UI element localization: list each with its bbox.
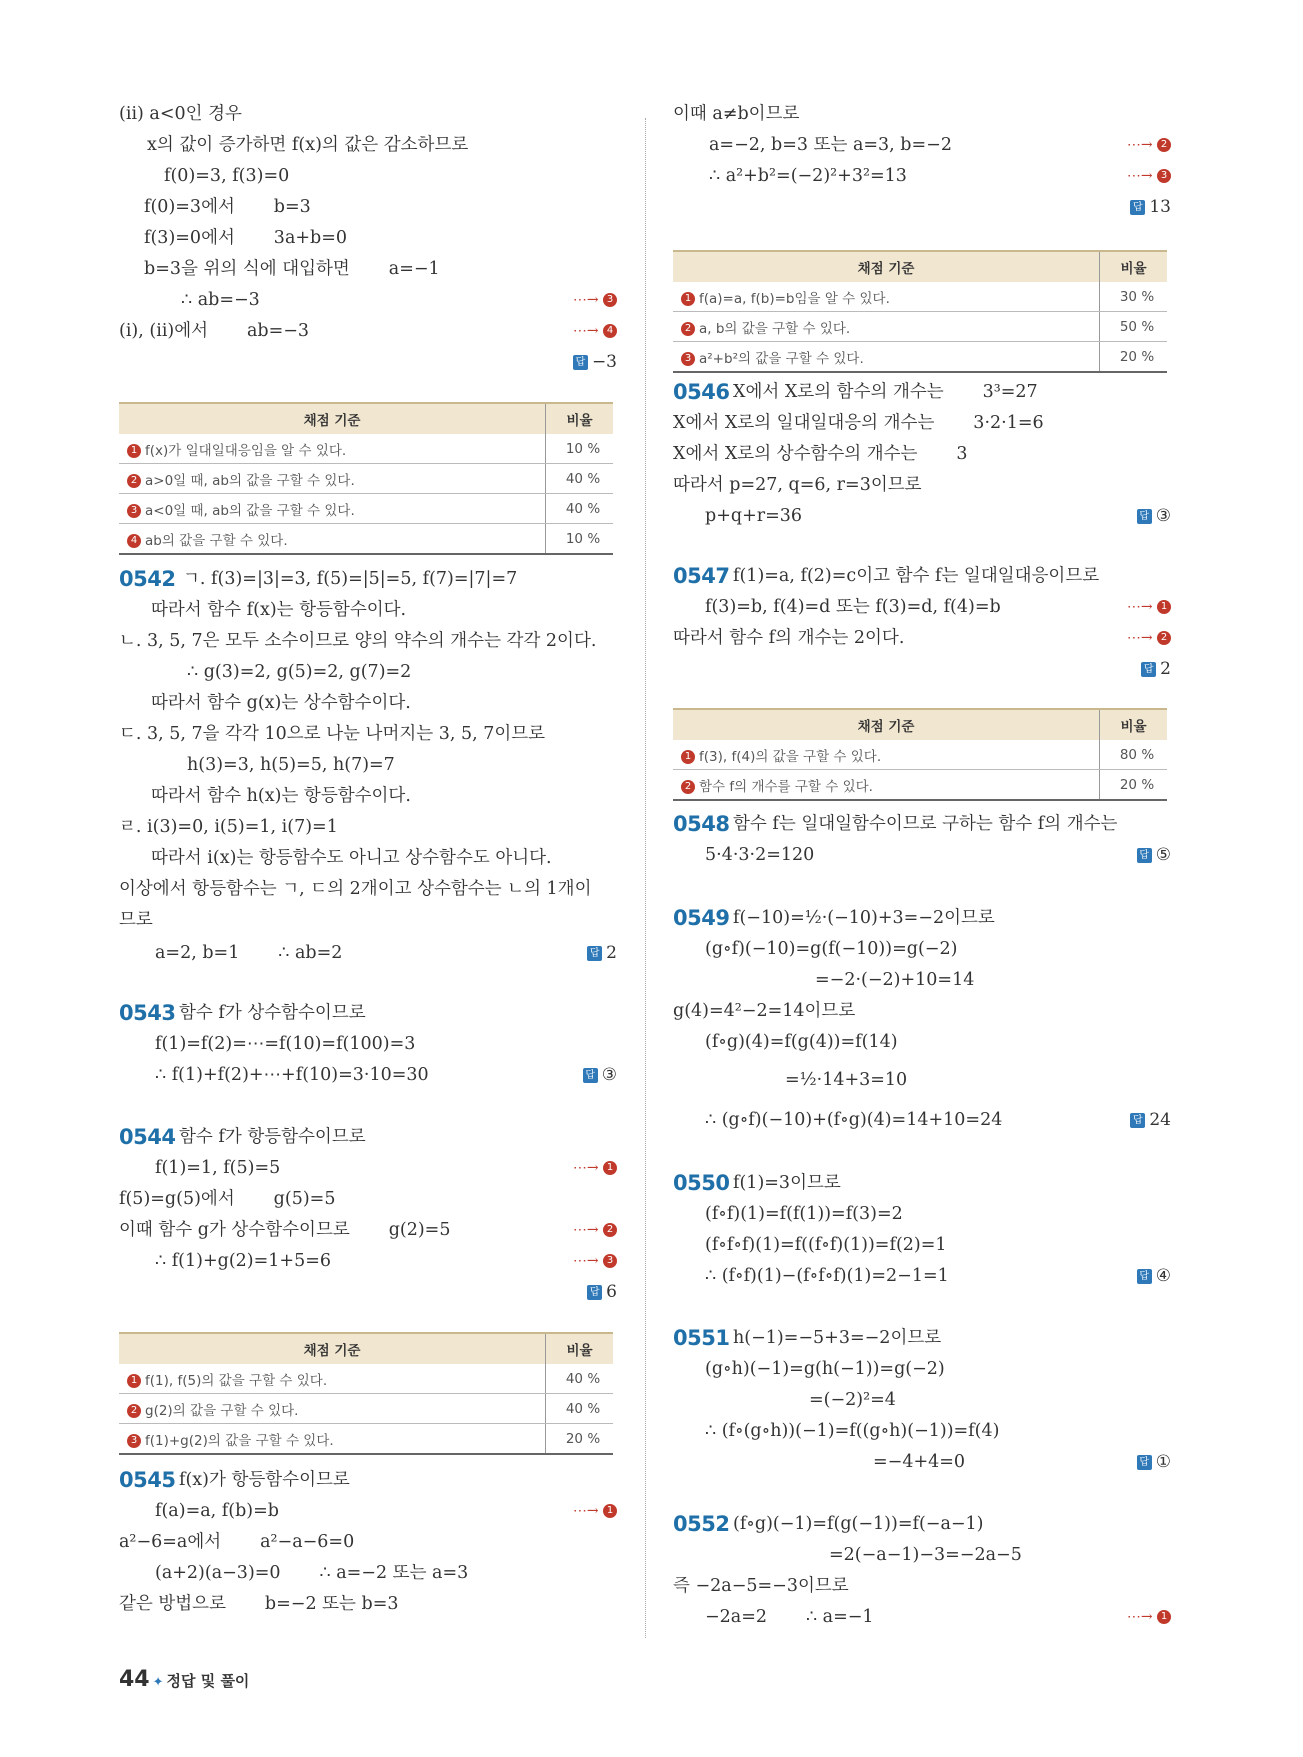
- circled-number-icon: 2: [127, 474, 141, 488]
- table-header-criteria: 채점 기준: [119, 1333, 546, 1364]
- answer-tag-icon: 답: [587, 946, 602, 961]
- criteria-text: a²+b²의 값을 구할 수 있다.: [699, 350, 864, 367]
- text-line: ∴ (f∘(g∘h))(−1)=f((g∘h)(−1))=f(4): [705, 1421, 1000, 1441]
- text-line: X에서 X로의 함수의 개수는 3³=27: [733, 382, 1038, 402]
- answer: [1137, 1264, 1171, 1288]
- text-line: f(1)=f(2)=⋯=f(10)=f(100)=3: [155, 1034, 416, 1054]
- circled-number-icon: 4: [603, 324, 617, 338]
- step-marker: [1127, 1605, 1171, 1629]
- table-header-criteria: 채점 기준: [673, 709, 1100, 740]
- step-marker: [1127, 626, 1171, 650]
- text-line: =−4+4=0: [873, 1452, 966, 1472]
- criteria-cell: [673, 740, 1100, 770]
- page-footer: [119, 1667, 249, 1692]
- table-row: [673, 312, 1167, 342]
- ratio-cell: 40 %: [546, 1394, 614, 1424]
- text-line: ㄹ. i(3)=0, i(5)=1, i(7)=1: [119, 817, 338, 837]
- answer: [1130, 1108, 1171, 1132]
- text-line: 같은 방법으로 b=−2 또는 b=3: [119, 1594, 399, 1614]
- problem-number: 0547: [673, 564, 730, 588]
- problem-number: 0548: [673, 812, 730, 836]
- criteria-cell: [119, 464, 546, 494]
- problem-number: 0549: [673, 906, 730, 930]
- answer-tag-icon: 답: [1130, 1113, 1145, 1128]
- table-header-criteria: 채점 기준: [119, 403, 546, 434]
- answer: [1141, 657, 1171, 681]
- criteria-text: 함수 f의 개수를 구할 수 있다.: [699, 778, 873, 795]
- text-line: (ⅰ), (ⅱ)에서 ab=−3: [119, 321, 310, 341]
- text-line: a²−6=a에서 a²−a−6=0: [119, 1532, 355, 1552]
- answer: [573, 350, 617, 374]
- answer-value: ④: [1155, 1266, 1171, 1286]
- table-row: [119, 524, 613, 555]
- grading-table: [673, 250, 1167, 373]
- text-line: 즉 −2a−5=−3이므로: [673, 1576, 849, 1596]
- answer-value: 2: [606, 943, 617, 963]
- table-row: [673, 282, 1167, 312]
- circled-number-icon: 2: [681, 322, 695, 336]
- text-line: ㄷ. 3, 5, 7을 각각 10으로 나눈 나머지는 3, 5, 7이므로: [119, 724, 546, 744]
- ratio-cell: 50 %: [1100, 312, 1168, 342]
- answer-value: 24: [1149, 1110, 1171, 1130]
- arrow-icon: ⋯→: [1126, 630, 1157, 646]
- text-line: p+q+r=36: [705, 506, 803, 526]
- text-line: (g∘h)(−1)=g(h(−1))=g(−2): [705, 1359, 945, 1379]
- circled-number-icon: 1: [681, 292, 695, 306]
- criteria-cell: [119, 1424, 546, 1455]
- problem-number: 0542: [119, 567, 176, 591]
- text-line: ∴ f(1)+f(2)+⋯+f(10)=3·10=30: [155, 1065, 429, 1085]
- criteria-text: f(x)가 일대일대응임을 알 수 있다.: [145, 442, 347, 459]
- criteria-text: f(3), f(4)의 값을 구할 수 있다.: [699, 748, 882, 765]
- text-line: f(0)=3에서 b=3: [144, 197, 311, 217]
- text-line: f(3)=0에서 3a+b=0: [144, 228, 348, 248]
- step-marker: [573, 1499, 617, 1523]
- text-line: 이상에서 항등함수는 ㄱ, ㄷ의 2개이고 상수함수는 ㄴ의 1개이: [119, 879, 592, 899]
- text-line: 함수 f가 항등함수이므로: [179, 1127, 366, 1147]
- text-line: a=2, b=1 ∴ ab=2: [155, 943, 343, 963]
- answer-value: 13: [1149, 197, 1171, 217]
- text-line: f(0)=3, f(3)=0: [164, 166, 290, 186]
- arrow-icon: ⋯→: [572, 292, 603, 308]
- text-line: X에서 X로의 상수함수의 개수는 3: [673, 444, 968, 464]
- arrow-icon: ⋯→: [572, 1253, 603, 1269]
- text-line: −2a=2 ∴ a=−1: [705, 1607, 874, 1627]
- text-line: 함수 f는 일대일함수이므로 구하는 함수 f의 개수는: [733, 814, 1118, 834]
- text-line: (ⅱ) a<0인 경우: [119, 104, 242, 124]
- text-line: (f∘g)(−1)=f(g(−1))=f(−a−1): [733, 1514, 984, 1534]
- circled-number-icon: 3: [127, 504, 141, 518]
- arrow-icon: ⋯→: [572, 1160, 603, 1176]
- table-row: [119, 434, 613, 464]
- circled-number-icon: 3: [681, 352, 695, 366]
- step-marker: [573, 1156, 617, 1180]
- text-line: (f∘g)(4)=f(g(4))=f(14): [705, 1032, 898, 1052]
- text-line: ∴ (f∘f)(1)−(f∘f∘f)(1)=2−1=1: [705, 1266, 949, 1286]
- criteria-cell: [119, 1394, 546, 1424]
- footer-title: 정답 및 풀이: [166, 1672, 250, 1690]
- text-line: ∴ a²+b²=(−2)²+3²=13: [709, 166, 907, 186]
- answer-value: −3: [591, 352, 617, 372]
- criteria-cell: [119, 494, 546, 524]
- text-line: a=−2, b=3 또는 a=3, b=−2: [709, 135, 952, 155]
- problem-number: 0552: [673, 1512, 730, 1536]
- text-line: f(−10)=½·(−10)+3=−2이므로: [733, 908, 995, 928]
- text-line: ㄱ. f(3)=|3|=3, f(5)=|5|=5, f(7)=|7|=7: [183, 569, 518, 589]
- circled-number-icon: 1: [603, 1504, 617, 1518]
- table-header-ratio: 비율: [1100, 709, 1168, 740]
- text-line: X에서 X로의 일대일대응의 개수는 3·2·1=6: [673, 413, 1044, 433]
- text-line: 따라서 함수 h(x)는 항등함수이다.: [151, 786, 411, 806]
- answer-tag-icon: 답: [583, 1068, 598, 1083]
- text-line: 따라서 함수 f(x)는 항등함수이다.: [151, 600, 407, 620]
- criteria-cell: [673, 770, 1100, 801]
- step-marker: [573, 288, 617, 312]
- circled-number-icon: 2: [1157, 138, 1171, 152]
- text-line: ∴ g(3)=2, g(5)=2, g(7)=2: [187, 662, 412, 682]
- criteria-text: g(2)의 값을 구할 수 있다.: [145, 1402, 299, 1419]
- problem-number: 0544: [119, 1125, 176, 1149]
- text-line: ∴ f(1)+g(2)=1+5=6: [155, 1251, 332, 1271]
- circled-number-icon: 3: [603, 1254, 617, 1268]
- circled-number-icon: 4: [127, 534, 141, 548]
- criteria-text: a<0일 때, ab의 값을 구할 수 있다.: [145, 502, 355, 519]
- arrow-icon: ⋯→: [1126, 168, 1157, 184]
- answer: [583, 1063, 617, 1087]
- arrow-icon: ⋯→: [1126, 1609, 1157, 1625]
- star-icon: ✦: [152, 1675, 164, 1690]
- circled-number-icon: 2: [127, 1404, 141, 1418]
- ratio-cell: 20 %: [546, 1424, 614, 1455]
- answer-tag-icon: 답: [1141, 662, 1156, 677]
- text-line: ㄴ. 3, 5, 7은 모두 소수이므로 양의 약수의 개수는 각각 2이다.: [119, 631, 597, 651]
- arrow-icon: ⋯→: [572, 323, 603, 339]
- grading-table: [119, 1332, 613, 1455]
- criteria-cell: [673, 312, 1100, 342]
- table-row: [119, 1364, 613, 1394]
- table-header-ratio: 비율: [546, 1333, 614, 1364]
- text-line: (f∘f)(1)=f(f(1))=f(3)=2: [705, 1204, 903, 1224]
- problem-number: 0550: [673, 1171, 730, 1195]
- table-header-ratio: 비율: [546, 403, 614, 434]
- text-line: b=3을 위의 식에 대입하면 a=−1: [144, 259, 440, 279]
- answer: [1130, 195, 1171, 219]
- circled-number-icon: 1: [603, 1161, 617, 1175]
- answer-value: ③: [601, 1065, 617, 1085]
- step-marker: [1127, 164, 1171, 188]
- table-row: [119, 1394, 613, 1424]
- criteria-text: f(1)+g(2)의 값을 구할 수 있다.: [145, 1432, 334, 1449]
- text-line: h(−1)=−5+3=−2이므로: [733, 1328, 942, 1348]
- page-number: 44: [119, 1667, 150, 1692]
- text-line: f(1)=a, f(2)=c이고 함수 f는 일대일대응이므로: [733, 566, 1100, 586]
- circled-number-icon: 1: [1157, 600, 1171, 614]
- answer: [587, 941, 617, 965]
- answer-value: ③: [1155, 506, 1171, 526]
- ratio-cell: 80 %: [1100, 740, 1168, 770]
- criteria-cell: [673, 282, 1100, 312]
- answer-tag-icon: 답: [1130, 200, 1145, 215]
- answer-value: 6: [606, 1282, 617, 1302]
- problem-number: 0543: [119, 1001, 176, 1025]
- arrow-icon: ⋯→: [1126, 599, 1157, 615]
- circled-number-icon: 1: [1157, 1610, 1171, 1624]
- criteria-text: f(a)=a, f(b)=b임을 알 수 있다.: [699, 290, 890, 307]
- criteria-text: a, b의 값을 구할 수 있다.: [699, 320, 851, 337]
- text-line: =−2·(−2)+10=14: [815, 970, 975, 990]
- circled-number-icon: 3: [1157, 169, 1171, 183]
- answer: [587, 1280, 617, 1304]
- circled-number-icon: 3: [603, 293, 617, 307]
- step-marker: [573, 319, 617, 343]
- text-line: g(4)=4²−2=14이므로: [673, 1001, 856, 1021]
- ratio-cell: 20 %: [1100, 342, 1168, 373]
- step-marker: [1127, 133, 1171, 157]
- ratio-cell: 20 %: [1100, 770, 1168, 801]
- answer-tag-icon: 답: [1137, 509, 1152, 524]
- ratio-cell: 30 %: [1100, 282, 1168, 312]
- step-marker: [1127, 595, 1171, 619]
- answer-tag-icon: 답: [1137, 848, 1152, 863]
- arrow-icon: ⋯→: [572, 1222, 603, 1238]
- ratio-cell: 40 %: [546, 1364, 614, 1394]
- text-line: 이때 a≠b이므로: [673, 104, 800, 124]
- table-header-criteria: 채점 기준: [673, 251, 1100, 282]
- text-line: 5·4·3·2=120: [705, 845, 815, 865]
- answer-tag-icon: 답: [1137, 1269, 1152, 1284]
- text-line: =(−2)²=4: [809, 1390, 896, 1410]
- table-row: [673, 740, 1167, 770]
- text-line: h(3)=3, h(5)=5, h(7)=7: [187, 755, 395, 775]
- circled-number-icon: 1: [127, 444, 141, 458]
- column-divider: [645, 118, 646, 1638]
- ratio-cell: 40 %: [546, 464, 614, 494]
- arrow-icon: ⋯→: [1126, 137, 1157, 153]
- criteria-cell: [673, 342, 1100, 373]
- circled-number-icon: 2: [603, 1223, 617, 1237]
- criteria-text: a>0일 때, ab의 값을 구할 수 있다.: [145, 472, 355, 489]
- circled-number-icon: 2: [681, 780, 695, 794]
- text-line: 따라서 함수 f의 개수는 2이다.: [673, 628, 905, 648]
- text-line: f(3)=b, f(4)=d 또는 f(3)=d, f(4)=b: [705, 597, 1001, 617]
- problem-number: 0546: [673, 380, 730, 404]
- answer: [1137, 1450, 1171, 1474]
- text-line: (g∘f)(−10)=g(f(−10))=g(−2): [705, 939, 958, 959]
- table-row: [119, 1424, 613, 1455]
- text-line: f(5)=g(5)에서 g(5)=5: [119, 1189, 336, 1209]
- problem-number: 0551: [673, 1326, 730, 1350]
- criteria-cell: [119, 434, 546, 464]
- answer: [1137, 504, 1171, 528]
- criteria-cell: [119, 1364, 546, 1394]
- text-line: f(x)가 항등함수이므로: [179, 1470, 350, 1490]
- text-line: ∴ ab=−3: [181, 290, 260, 310]
- text-line: 이때 함수 g가 상수함수이므로 g(2)=5: [119, 1220, 451, 1240]
- answer-tag-icon: 답: [587, 1285, 602, 1300]
- table-row: [119, 494, 613, 524]
- grading-table: [119, 402, 613, 555]
- text-line: 따라서 함수 g(x)는 상수함수이다.: [151, 693, 411, 713]
- criteria-cell: [119, 524, 546, 555]
- table-row: [673, 342, 1167, 373]
- text-line: =2(−a−1)−3=−2a−5: [829, 1545, 1022, 1565]
- text-line: (a+2)(a−3)=0 ∴ a=−2 또는 a=3: [155, 1563, 469, 1583]
- text-line: 함수 f가 상수함수이므로: [179, 1003, 366, 1023]
- text-line: =½·14+3=10: [785, 1070, 908, 1090]
- circled-number-icon: 1: [681, 750, 695, 764]
- text-line: x의 값이 증가하면 f(x)의 값은 감소하므로: [147, 135, 469, 155]
- ratio-cell: 40 %: [546, 494, 614, 524]
- ratio-cell: 10 %: [546, 524, 614, 555]
- answer-tag-icon: 답: [1137, 1455, 1152, 1470]
- problem-number: 0545: [119, 1468, 176, 1492]
- arrow-icon: ⋯→: [572, 1503, 603, 1519]
- criteria-text: f(1), f(5)의 값을 구할 수 있다.: [145, 1372, 328, 1389]
- step-marker: [573, 1218, 617, 1242]
- text-line: (f∘f∘f)(1)=f((f∘f)(1))=f(2)=1: [705, 1235, 947, 1255]
- answer-value: 2: [1160, 659, 1171, 679]
- table-row: [119, 464, 613, 494]
- table-header-ratio: 비율: [1100, 251, 1168, 282]
- table-row: [673, 770, 1167, 801]
- step-marker: [573, 1249, 617, 1273]
- answer-tag-icon: 답: [573, 355, 588, 370]
- text-line: f(1)=3이므로: [733, 1173, 841, 1193]
- criteria-text: ab의 값을 구할 수 있다.: [145, 532, 288, 549]
- circled-number-icon: 3: [127, 1434, 141, 1448]
- text-line: 따라서 i(x)는 항등함수도 아니고 상수함수도 아니다.: [151, 848, 552, 868]
- ratio-cell: 10 %: [546, 434, 614, 464]
- circled-number-icon: 1: [127, 1374, 141, 1388]
- text-line: ∴ (g∘f)(−10)+(f∘g)(4)=14+10=24: [705, 1110, 1003, 1130]
- circled-number-icon: 2: [1157, 631, 1171, 645]
- text-line: 므로: [119, 910, 153, 930]
- text-line: f(a)=a, f(b)=b: [155, 1501, 279, 1521]
- answer: [1137, 843, 1171, 867]
- text-line: 따라서 p=27, q=6, r=3이므로: [673, 475, 922, 495]
- answer-value: ⑤: [1155, 845, 1171, 865]
- answer-value: ①: [1155, 1452, 1171, 1472]
- text-line: f(1)=1, f(5)=5: [155, 1158, 281, 1178]
- grading-table: [673, 708, 1167, 801]
